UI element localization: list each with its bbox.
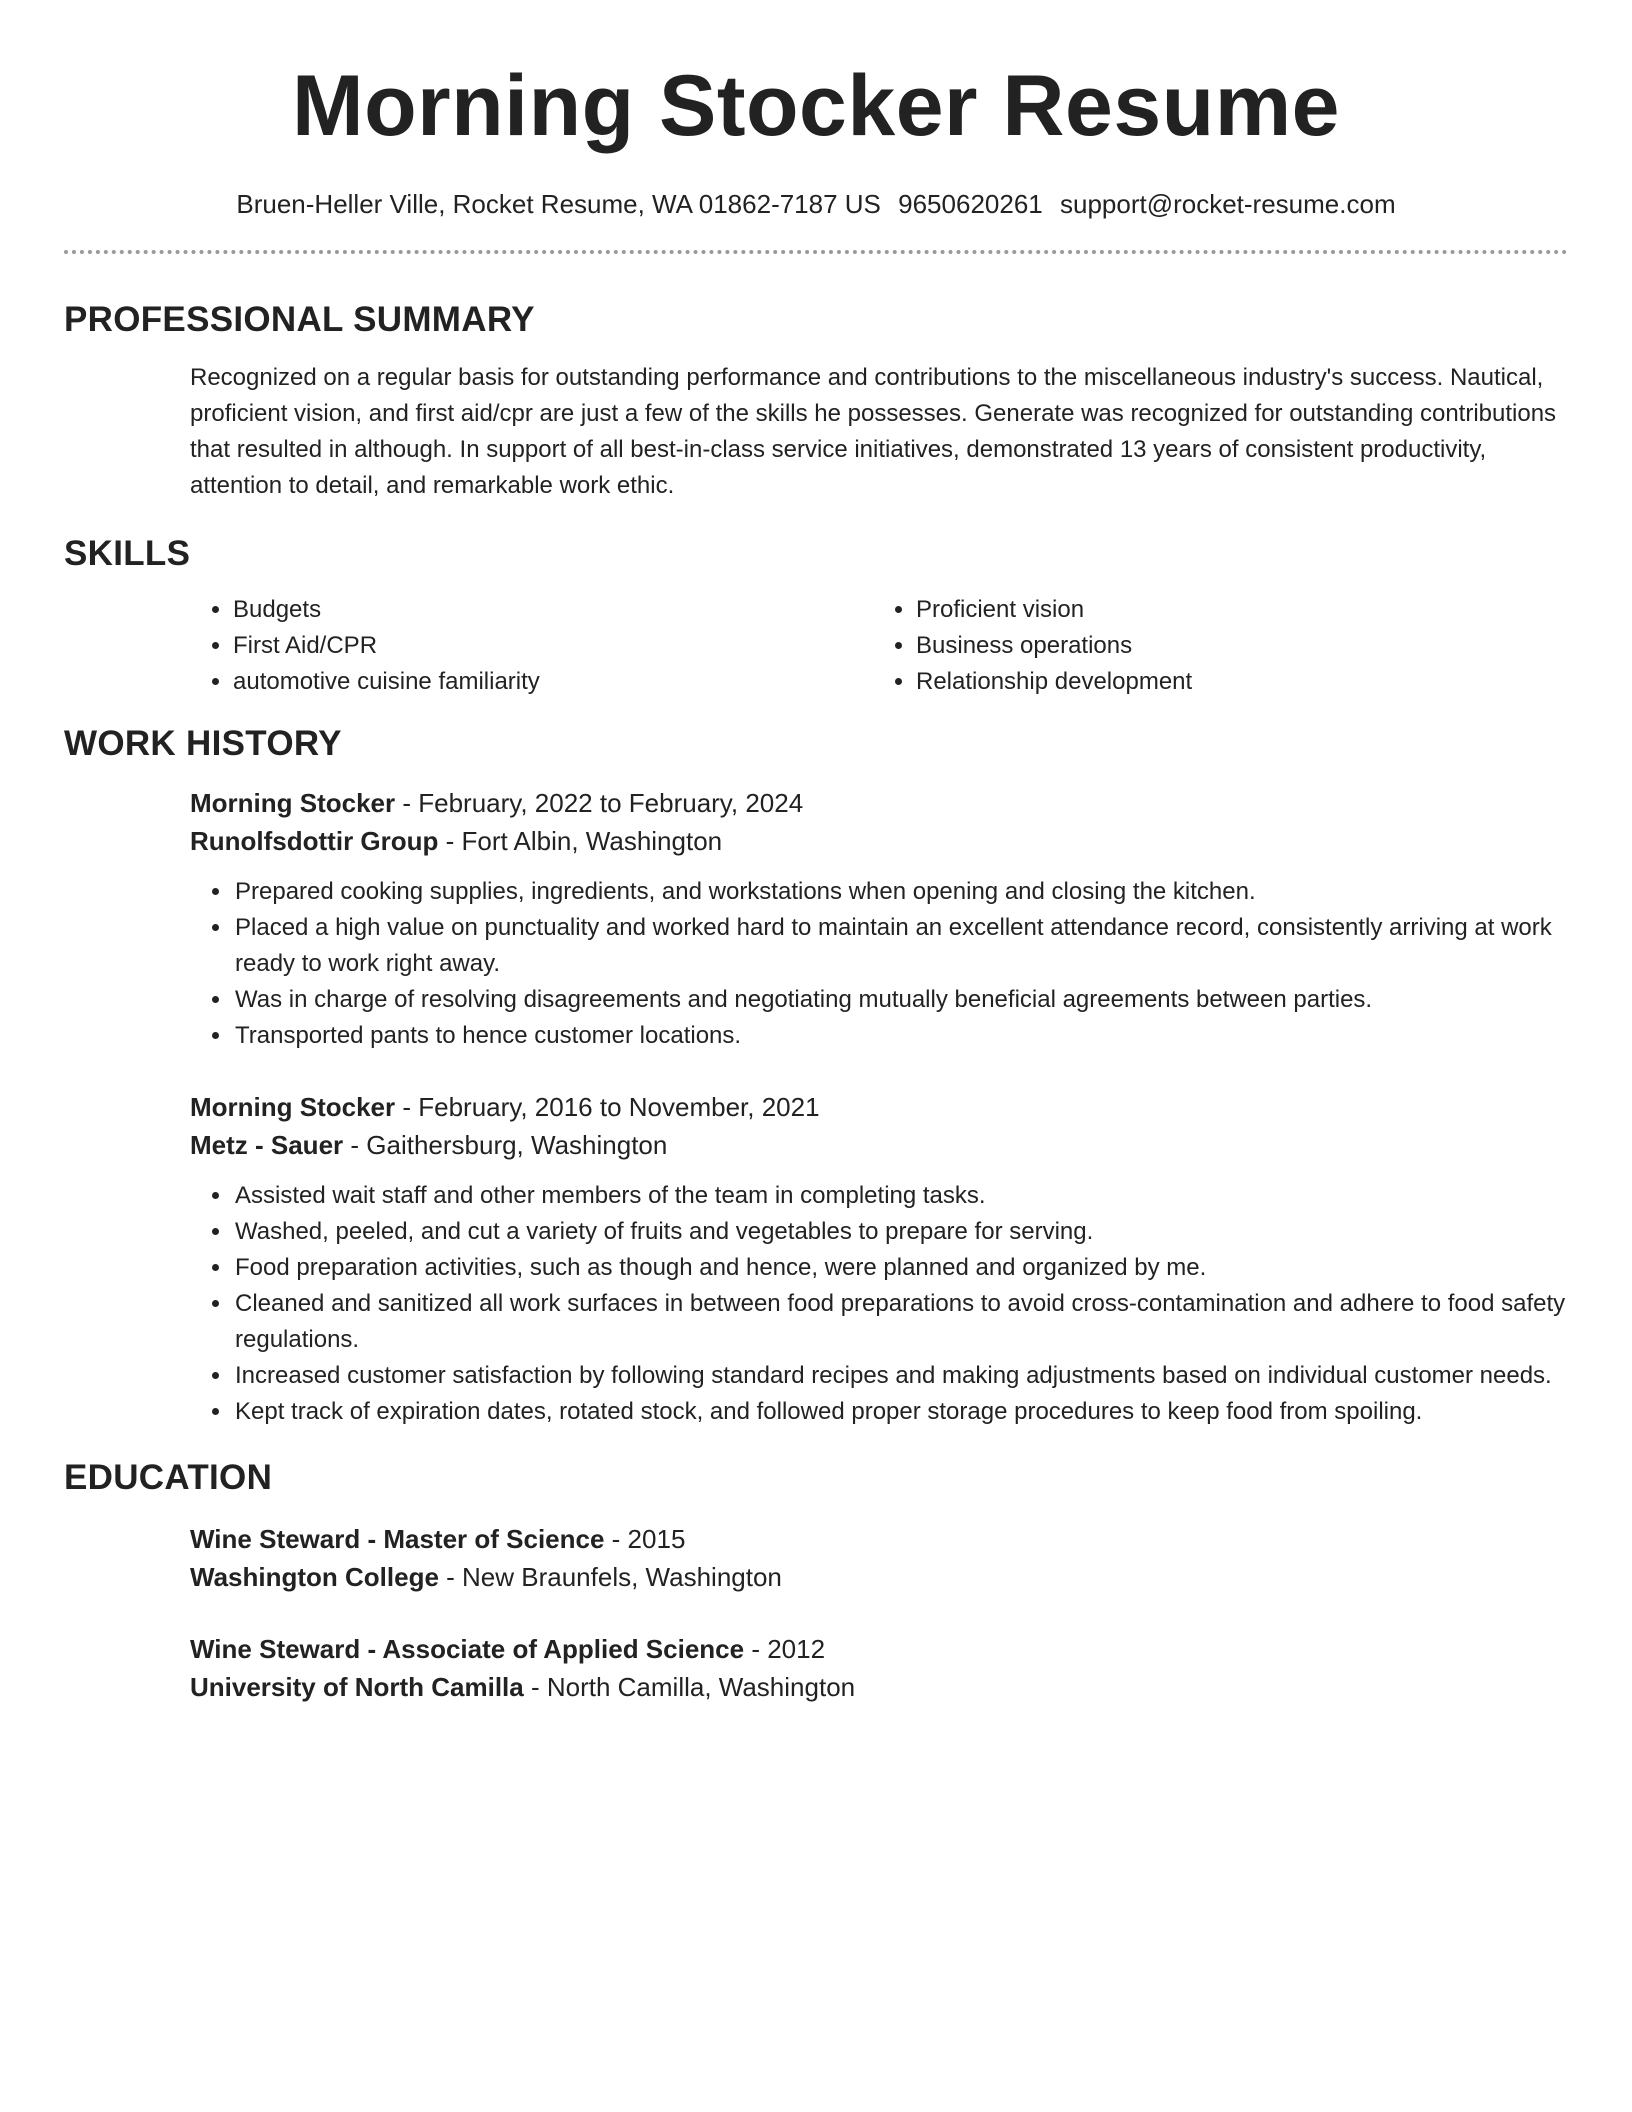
job-bullet: • Food preparation activities, such as though and hence, were planned and organized by me.: [233, 1250, 1568, 1286]
job-bullets: [190, 1178, 1568, 1430]
job-title-line: [190, 1088, 1568, 1126]
job-location: - Gaithersburg, Washington: [343, 1130, 668, 1160]
job-entry: [190, 784, 1568, 1054]
contact-address: Bruen-Heller Ville, Rocket Resume, WA 01862-7187 US: [236, 189, 881, 219]
job-bullet: • Increased customer satisfaction by following standard recipes and making adjustments based on individual customer needs.: [233, 1358, 1568, 1394]
education-section: [64, 1520, 1568, 1706]
education-location: - New Braunfels, Washington: [438, 1562, 782, 1592]
job-bullet: • Placed a high value on punctuality and worked hard to maintain an excellent attendance record, consistently arriving at work ready to work right away.: [233, 910, 1568, 982]
job-company: Runolfsdottir Group: [190, 826, 439, 856]
education-degree-line: [190, 1520, 1568, 1558]
skill-item: • automotive cuisine familiarity: [233, 664, 873, 700]
education-degree: Wine Steward - Master of Science: [190, 1524, 605, 1554]
education-year: - 2015: [604, 1524, 686, 1554]
skills-list: [64, 592, 1568, 700]
job-location: - Fort Albin, Washington: [438, 826, 723, 856]
section-title-work-history: WORK HISTORY: [64, 724, 342, 763]
job-bullet: • Washed, peeled, and cut a variety of fruits and vegetables to prepare for serving.: [233, 1214, 1568, 1250]
skills-column-right: [873, 592, 1516, 700]
contact-line: [64, 188, 1568, 220]
skill-item: • Budgets: [233, 592, 873, 628]
job-bullet: • Transported pants to hence customer locations.: [233, 1018, 1568, 1054]
job-company-line: [190, 1126, 1568, 1164]
summary-text: Recognized on a regular basis for outstanding performance and contributions to the miscellaneous industry's success. Nautical, proficient vision, and first aid/cpr are just a few of the skills he possesses. Generate was recognized for outstanding contributions that resulted in although. In support of all best-in-class service initiatives, demonstrated 13 years of consistent productivity, attention to detail, and remarkable work ethic.: [190, 364, 1557, 499]
skill-item: • First Aid/CPR: [233, 628, 873, 664]
section-title-skills: SKILLS: [64, 534, 191, 573]
header-divider: [64, 250, 1568, 254]
job-bullet: • Assisted wait staff and other members of the team in completing tasks.: [233, 1178, 1568, 1214]
job-bullet: • Cleaned and sanitized all work surfaces in between food preparations to avoid cross-contamination and adhere to food safety regulations.: [233, 1286, 1568, 1358]
job-bullet: • Was in charge of resolving disagreements and negotiating mutually beneficial agreements between parties.: [233, 982, 1568, 1018]
job-bullet: • Prepared cooking supplies, ingredients, and workstations when opening and closing the kitchen.: [233, 874, 1568, 910]
education-degree-line: [190, 1630, 1568, 1668]
job-dates: - February, 2016 to November, 2021: [395, 1092, 820, 1122]
contact-phone: 9650620261: [898, 189, 1043, 219]
skill-item: • Relationship development: [916, 664, 1516, 700]
summary-section: [64, 360, 1568, 504]
job-company: Metz - Sauer: [190, 1130, 344, 1160]
contact-email: support@rocket-resume.com: [1059, 189, 1396, 219]
education-school: University of North Camilla: [190, 1672, 524, 1702]
education-location: - North Camilla, Washington: [523, 1672, 856, 1702]
job-bullets: [190, 874, 1568, 1054]
job-bullet: • Kept track of expiration dates, rotated stock, and followed proper storage procedures to keep food from spoiling.: [233, 1394, 1568, 1430]
education-school-line: [190, 1668, 1568, 1706]
skills-column-left: [190, 592, 873, 700]
education-entry: [190, 1630, 1568, 1706]
job-role: Morning Stocker: [190, 1092, 396, 1122]
work-history-section: [64, 784, 1568, 1430]
education-entry: [190, 1520, 1568, 1596]
education-school-line: [190, 1558, 1568, 1596]
resume-title: Morning Stocker Resume: [292, 58, 1340, 154]
education-year: - 2012: [744, 1634, 826, 1664]
section-title-education: EDUCATION: [64, 1458, 273, 1497]
section-title-summary: PROFESSIONAL SUMMARY: [64, 300, 535, 339]
job-title-line: [190, 784, 1568, 822]
job-entry: [190, 1088, 1568, 1430]
education-degree: Wine Steward - Associate of Applied Science: [190, 1634, 745, 1664]
skill-item: • Proficient vision: [916, 592, 1516, 628]
job-role: Morning Stocker: [190, 788, 396, 818]
job-company-line: [190, 822, 1568, 860]
job-dates: - February, 2022 to February, 2024: [395, 788, 804, 818]
skill-item: • Business operations: [916, 628, 1516, 664]
education-school: Washington College: [190, 1562, 439, 1592]
